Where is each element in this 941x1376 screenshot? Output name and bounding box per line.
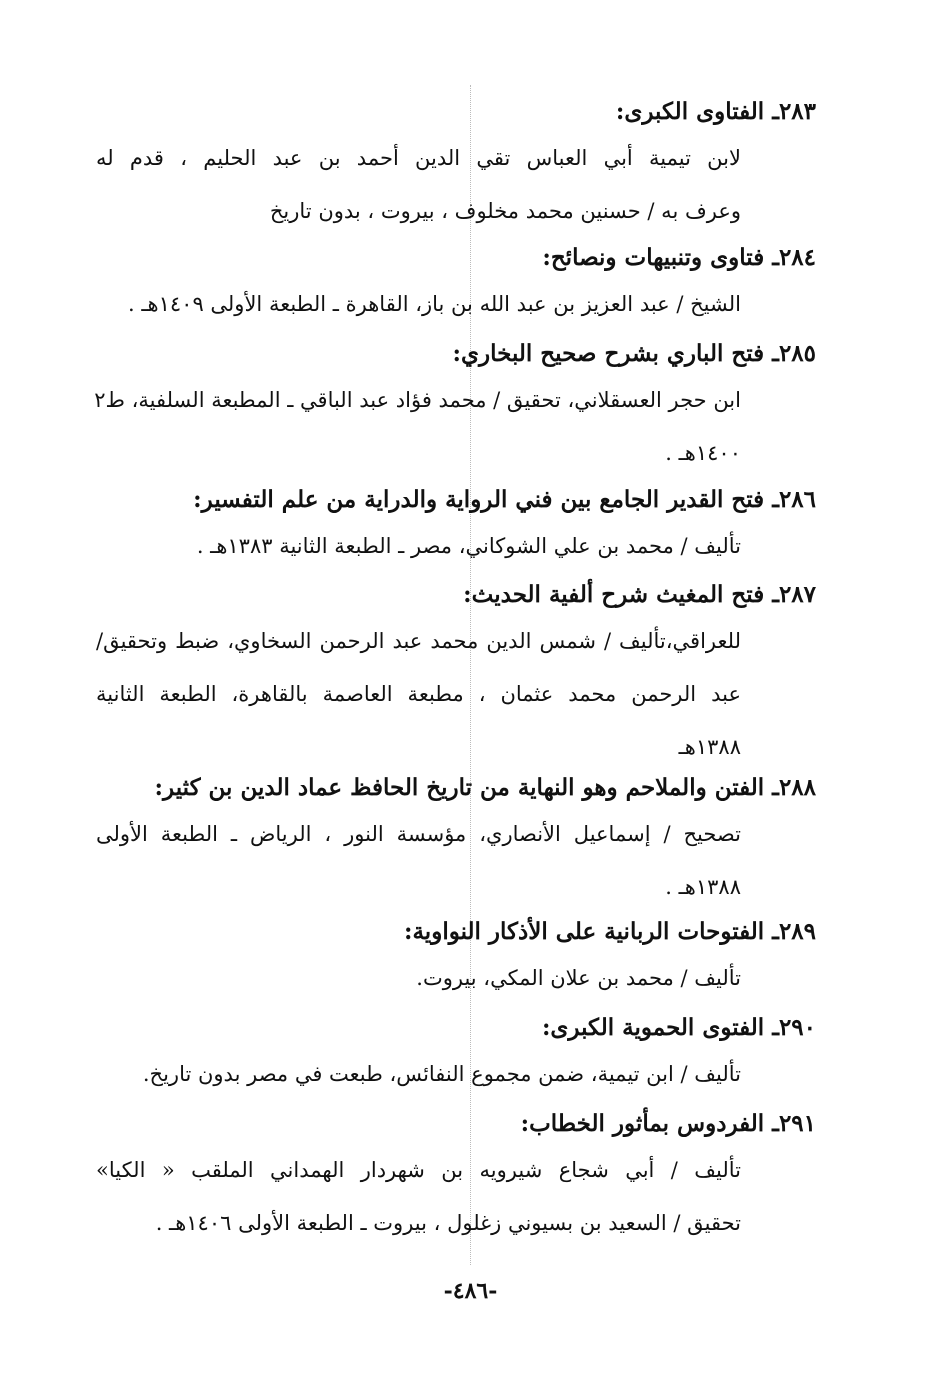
entry-heading xyxy=(96,480,816,520)
entry-line: تصحيح / إسماعيل الأنصاري، مؤسسة النور ، الرياض ـ الطبعة الأولى xyxy=(96,822,741,846)
entry-heading xyxy=(96,1008,816,1048)
entry-number: ٢٨٦ xyxy=(778,486,816,513)
entry-289 xyxy=(96,912,816,1005)
entry-title: ـ الفتوحات الربانية على الأذكار النواوية: xyxy=(403,918,779,945)
entry-number: ٢٨٩ xyxy=(778,918,816,945)
entry-title: ـ الفتاوى الكبرى: xyxy=(615,98,779,125)
entry-number: ٢٩١ xyxy=(778,1110,816,1137)
entry-title: ـ فتح الباري بشرح صحيح البخاري: xyxy=(452,340,779,367)
entry-line: للعراقي،تأليف / شمس الدين محمد عبد الرحمن السخاوي، ضبط وتحقيق/ xyxy=(96,629,741,653)
entry-number: ٢٨٤ xyxy=(778,244,816,271)
entry-line: ١٤٠٠هـ . xyxy=(665,441,741,465)
entry-line: تأليف / أبي شجاع شيرويه بن شهردار الهمداني الملقب « الكيا» xyxy=(96,1158,741,1182)
entry-title: ـ الفردوس بمأثور الخطاب: xyxy=(520,1110,779,1137)
entry-line: تأليف / محمد بن علان المكي، بيروت. xyxy=(416,966,741,990)
entry-line: تحقيق / السعيد بن بسيوني زغلول ، بيروت ـ الطبعة الأولى ١٤٠٦هـ . xyxy=(155,1211,741,1235)
entry-title: ـ فتاوى وتنبيهات ونصائح: xyxy=(542,244,779,271)
entry-line: تأليف / محمد بن علي الشوكاني، مصر ـ الطبعة الثانية ١٣٨٣هـ . xyxy=(196,534,741,558)
entry-line: لابن تيمية أبي العباس تقي الدين أحمد بن عبد الحليم ، قدم له xyxy=(96,146,741,170)
entry-line: ١٣٨٨هـ xyxy=(678,735,741,759)
entry-283 xyxy=(96,92,816,238)
entry-line: تأليف / ابن تيمية، ضمن مجموع النفائس، طبعت في مصر بدون تاريخ. xyxy=(142,1062,741,1086)
entry-title: ـ فتح القدير الجامع بين فني الرواية والدراية من علم التفسير: xyxy=(193,486,779,513)
entry-line: الشيخ / عبد العزيز بن عبد الله بن باز، القاهرة ـ الطبعة الأولى ١٤٠٩هـ . xyxy=(128,292,741,316)
entry-line: وعرف به / حسنين محمد مخلوف ، بيروت ، بدون تاريخ xyxy=(269,199,741,223)
entry-heading xyxy=(96,334,816,374)
entry-290 xyxy=(96,1008,816,1101)
entry-line: عبد الرحمن محمد عثمان ، مطبعة العاصمة بالقاهرة، الطبعة الثانية xyxy=(96,682,741,706)
entry-number: ٢٨٧ xyxy=(778,581,816,608)
entry-title: ـ فتح المغيث شرح ألفية الحديث: xyxy=(463,581,779,608)
entry-title: ـ الفتوى الحموية الكبرى: xyxy=(541,1014,779,1041)
entry-heading xyxy=(96,912,816,952)
entry-286 xyxy=(96,480,816,573)
entry-heading xyxy=(96,92,816,132)
entry-title: ـ الفتن والملاحم وهو النهاية من تاريخ الحافظ عماد الدين بن كثير: xyxy=(154,774,779,801)
entry-287 xyxy=(96,575,816,774)
entry-line: ١٣٨٨هـ . xyxy=(665,875,741,899)
entry-line: ابن حجر العسقلاني، تحقيق / محمد فؤاد عبد الباقي ـ المطبعة السلفية، ط٢ xyxy=(94,388,741,412)
entry-288 xyxy=(96,768,816,914)
entry-number: ٢٨٣ xyxy=(778,98,816,125)
entry-number: ٢٨٨ xyxy=(778,774,816,801)
entry-heading xyxy=(96,768,816,808)
entry-number: ٢٨٥ xyxy=(778,340,816,367)
entry-heading xyxy=(96,1104,816,1144)
entry-291 xyxy=(96,1104,816,1250)
entry-284 xyxy=(96,238,816,331)
entry-heading xyxy=(96,238,816,278)
entry-285 xyxy=(96,334,816,480)
page-number: -٤٨٦- xyxy=(443,1278,498,1304)
entry-number: ٢٩٠ xyxy=(778,1014,816,1041)
entry-heading xyxy=(96,575,816,615)
